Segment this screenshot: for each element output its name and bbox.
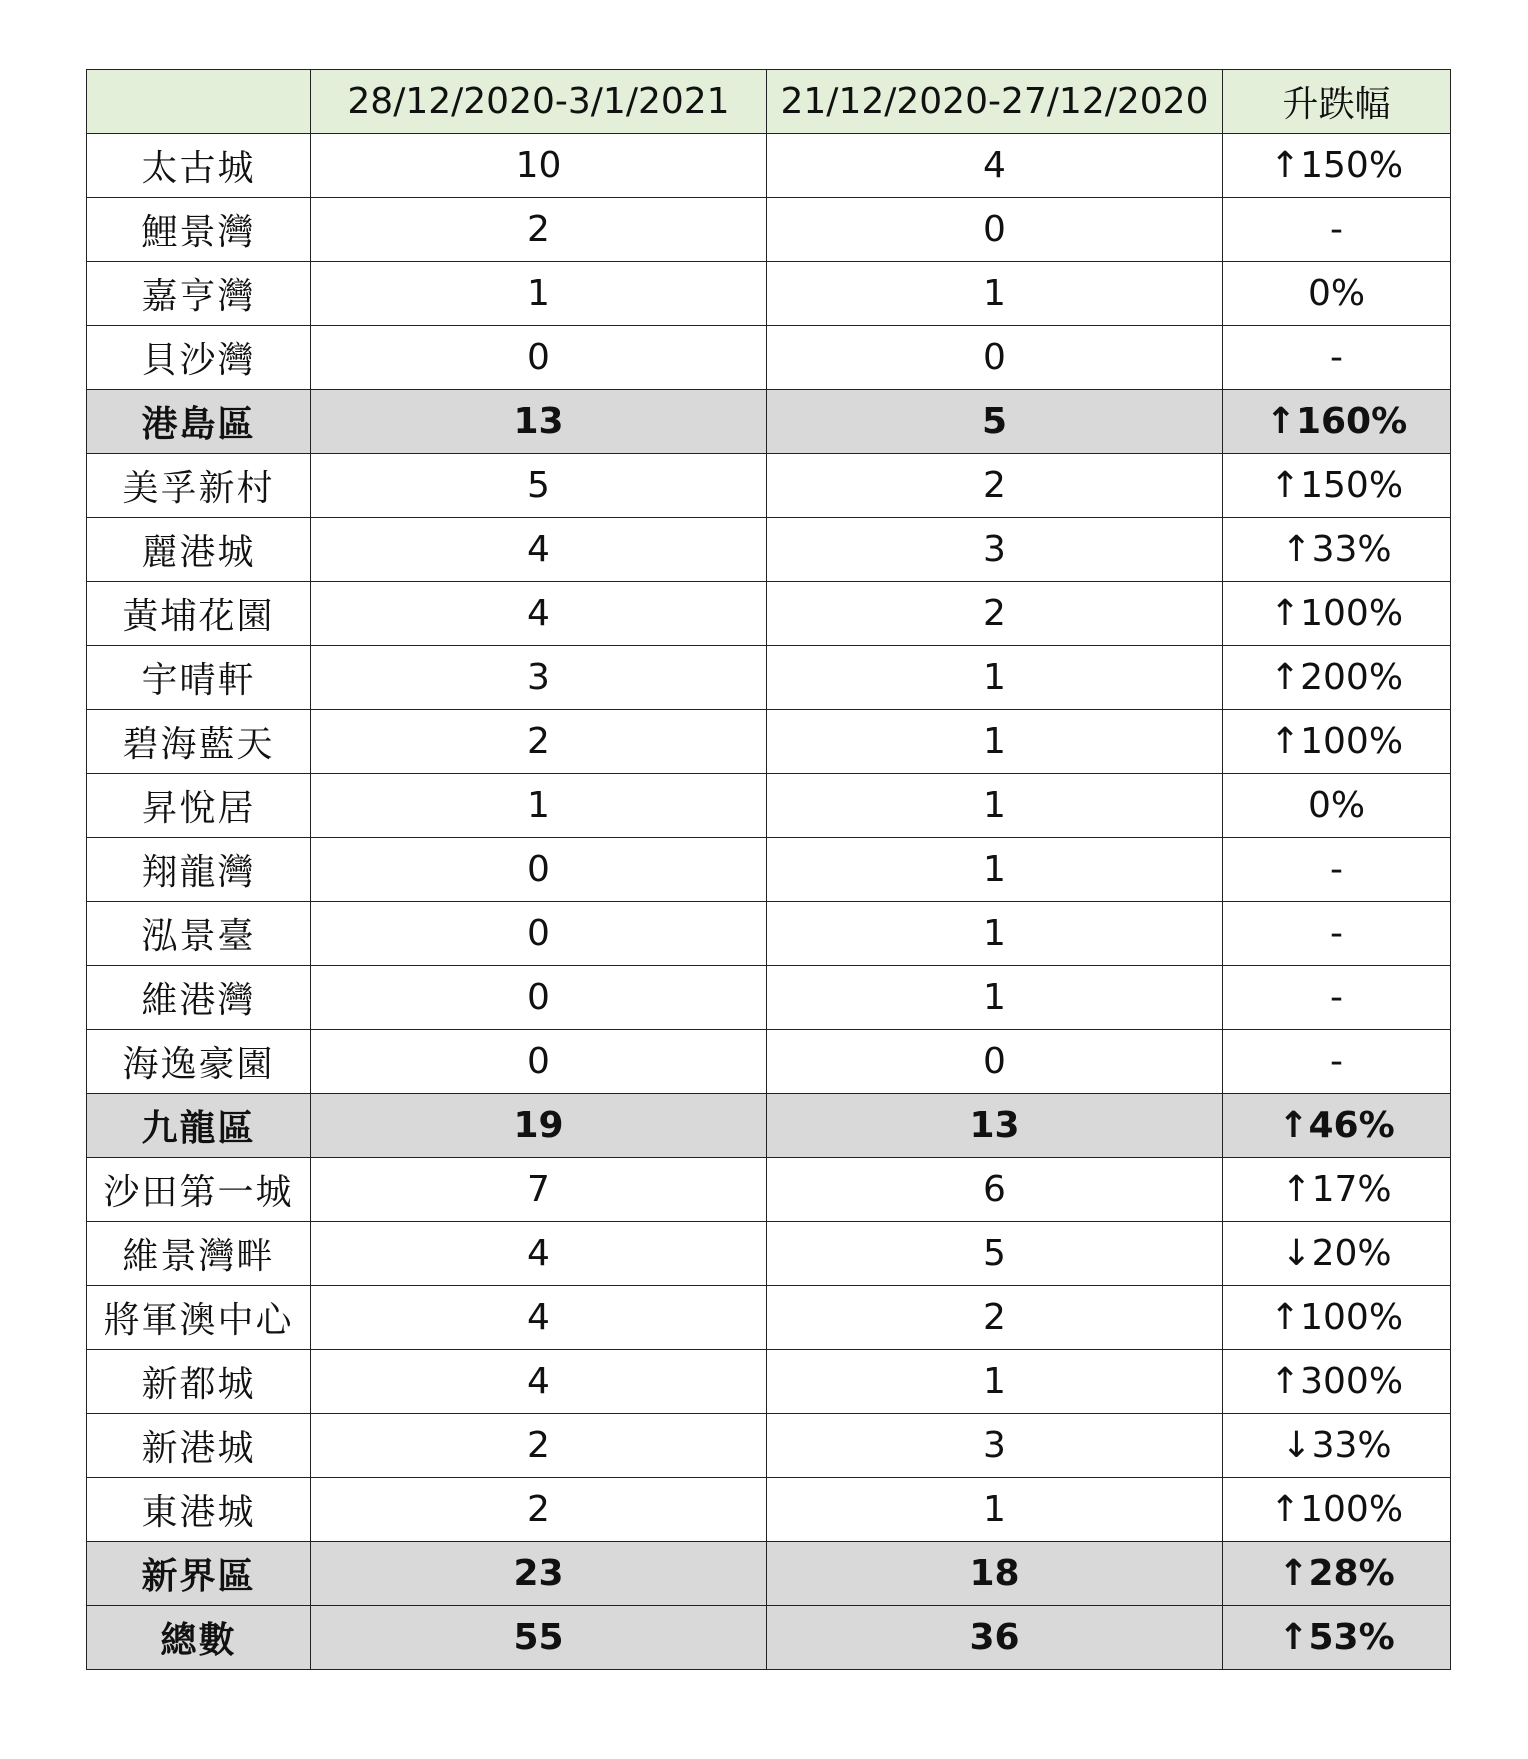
change-percent-cell: - (1223, 1030, 1451, 1094)
estate-name-cell: 貝沙灣 (87, 326, 311, 390)
change-percent-cell: - (1223, 966, 1451, 1030)
table-row (87, 774, 1451, 838)
table-row (87, 1350, 1451, 1414)
previous-period-count-cell: 18 (767, 1542, 1223, 1606)
change-percent-cell: ↑300% (1223, 1350, 1451, 1414)
current-period-count-cell: 4 (311, 582, 767, 646)
estate-name-cell: 麗港城 (87, 518, 311, 582)
estate-name-cell: 新界區 (87, 1542, 311, 1606)
previous-period-count-cell: 0 (767, 326, 1223, 390)
table-row (87, 134, 1451, 198)
current-period-count-cell: 23 (311, 1542, 767, 1606)
table-row (87, 198, 1451, 262)
current-period-count-cell: 2 (311, 1414, 767, 1478)
current-period-count-cell: 55 (311, 1606, 767, 1670)
change-percent-cell: ↑160% (1223, 390, 1451, 454)
previous-period-count-cell: 3 (767, 1414, 1223, 1478)
header-row (87, 70, 1451, 134)
change-percent-cell: ↑17% (1223, 1158, 1451, 1222)
previous-period-count-cell: 1 (767, 262, 1223, 326)
estate-name-cell: 海逸豪園 (87, 1030, 311, 1094)
table-row (87, 1286, 1451, 1350)
change-percent-cell: ↑150% (1223, 134, 1451, 198)
current-period-count-cell: 4 (311, 1350, 767, 1414)
current-period-count-cell: 19 (311, 1094, 767, 1158)
estate-name-cell: 翔龍灣 (87, 838, 311, 902)
previous-period-count-cell: 2 (767, 582, 1223, 646)
table-row (87, 966, 1451, 1030)
previous-period-count-cell: 1 (767, 710, 1223, 774)
estate-name-cell: 宇晴軒 (87, 646, 311, 710)
estate-name-cell: 泓景臺 (87, 902, 311, 966)
table-row (87, 1478, 1451, 1542)
table-row (87, 646, 1451, 710)
estate-name-cell: 將軍澳中心 (87, 1286, 311, 1350)
previous-period-count-cell: 1 (767, 1350, 1223, 1414)
estate-name-cell: 嘉亨灣 (87, 262, 311, 326)
change-percent-cell: ↑100% (1223, 710, 1451, 774)
subtotal-row (87, 1606, 1451, 1670)
current-period-count-cell: 4 (311, 518, 767, 582)
table-row (87, 838, 1451, 902)
table-row (87, 326, 1451, 390)
current-period-count-cell: 0 (311, 902, 767, 966)
change-percent-cell: ↓33% (1223, 1414, 1451, 1478)
previous-period-count-cell: 1 (767, 902, 1223, 966)
header-cell-period-previous: 21/12/2020-27/12/2020 (767, 70, 1223, 134)
current-period-count-cell: 0 (311, 966, 767, 1030)
previous-period-count-cell: 1 (767, 966, 1223, 1030)
change-percent-cell: ↑46% (1223, 1094, 1451, 1158)
subtotal-row (87, 1094, 1451, 1158)
current-period-count-cell: 4 (311, 1286, 767, 1350)
estate-name-cell: 新港城 (87, 1414, 311, 1478)
change-percent-cell: ↑100% (1223, 1478, 1451, 1542)
change-percent-cell: - (1223, 902, 1451, 966)
estate-name-cell: 九龍區 (87, 1094, 311, 1158)
estate-name-cell: 新都城 (87, 1350, 311, 1414)
transactions-table (86, 69, 1451, 1670)
previous-period-count-cell: 0 (767, 1030, 1223, 1094)
previous-period-count-cell: 1 (767, 646, 1223, 710)
change-percent-cell: ↑53% (1223, 1606, 1451, 1670)
estate-name-cell: 維景灣畔 (87, 1222, 311, 1286)
current-period-count-cell: 0 (311, 1030, 767, 1094)
estate-name-cell: 港島區 (87, 390, 311, 454)
estate-name-cell: 東港城 (87, 1478, 311, 1542)
previous-period-count-cell: 1 (767, 1478, 1223, 1542)
current-period-count-cell: 2 (311, 198, 767, 262)
previous-period-count-cell: 13 (767, 1094, 1223, 1158)
previous-period-count-cell: 2 (767, 1286, 1223, 1350)
change-percent-cell: ↑33% (1223, 518, 1451, 582)
previous-period-count-cell: 1 (767, 774, 1223, 838)
change-percent-cell: - (1223, 838, 1451, 902)
estate-name-cell: 太古城 (87, 134, 311, 198)
previous-period-count-cell: 5 (767, 1222, 1223, 1286)
change-percent-cell: 0% (1223, 262, 1451, 326)
change-percent-cell: 0% (1223, 774, 1451, 838)
table-row (87, 518, 1451, 582)
table-row (87, 262, 1451, 326)
header-cell-change: 升跌幅 (1223, 70, 1451, 134)
change-percent-cell: ↑100% (1223, 582, 1451, 646)
change-percent-cell: - (1223, 326, 1451, 390)
table-row (87, 454, 1451, 518)
table-row (87, 902, 1451, 966)
subtotal-row (87, 1542, 1451, 1606)
previous-period-count-cell: 36 (767, 1606, 1223, 1670)
header-cell-corner (87, 70, 311, 134)
estate-name-cell: 美孚新村 (87, 454, 311, 518)
current-period-count-cell: 4 (311, 1222, 767, 1286)
previous-period-count-cell: 6 (767, 1158, 1223, 1222)
current-period-count-cell: 0 (311, 326, 767, 390)
current-period-count-cell: 10 (311, 134, 767, 198)
previous-period-count-cell: 1 (767, 838, 1223, 902)
estate-name-cell: 維港灣 (87, 966, 311, 1030)
table-row (87, 582, 1451, 646)
current-period-count-cell: 0 (311, 838, 767, 902)
previous-period-count-cell: 0 (767, 198, 1223, 262)
table-row (87, 1158, 1451, 1222)
estate-name-cell: 碧海藍天 (87, 710, 311, 774)
previous-period-count-cell: 2 (767, 454, 1223, 518)
current-period-count-cell: 13 (311, 390, 767, 454)
current-period-count-cell: 1 (311, 262, 767, 326)
change-percent-cell: ↑150% (1223, 454, 1451, 518)
current-period-count-cell: 2 (311, 1478, 767, 1542)
change-percent-cell: ↑100% (1223, 1286, 1451, 1350)
estate-name-cell: 昇悅居 (87, 774, 311, 838)
estate-name-cell: 沙田第一城 (87, 1158, 311, 1222)
previous-period-count-cell: 4 (767, 134, 1223, 198)
current-period-count-cell: 2 (311, 710, 767, 774)
current-period-count-cell: 3 (311, 646, 767, 710)
table-row (87, 1414, 1451, 1478)
table-row (87, 1030, 1451, 1094)
previous-period-count-cell: 3 (767, 518, 1223, 582)
subtotal-row (87, 390, 1451, 454)
table-row (87, 1222, 1451, 1286)
table-row (87, 710, 1451, 774)
change-percent-cell: ↑200% (1223, 646, 1451, 710)
change-percent-cell: ↓20% (1223, 1222, 1451, 1286)
header-cell-period-current: 28/12/2020-3/1/2021 (311, 70, 767, 134)
estate-name-cell: 黃埔花園 (87, 582, 311, 646)
current-period-count-cell: 7 (311, 1158, 767, 1222)
current-period-count-cell: 1 (311, 774, 767, 838)
estate-name-cell: 總數 (87, 1606, 311, 1670)
previous-period-count-cell: 5 (767, 390, 1223, 454)
current-period-count-cell: 5 (311, 454, 767, 518)
estate-name-cell: 鯉景灣 (87, 198, 311, 262)
change-percent-cell: - (1223, 198, 1451, 262)
change-percent-cell: ↑28% (1223, 1542, 1451, 1606)
